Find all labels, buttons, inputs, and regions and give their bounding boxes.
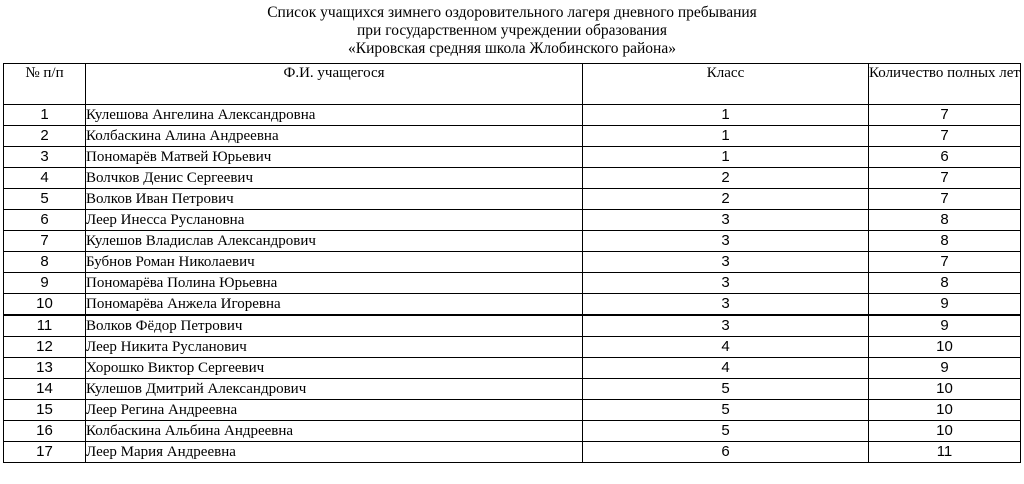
student-age: 9 (869, 294, 1021, 316)
row-number: 5 (4, 189, 86, 210)
student-name: Колбаскина Алина Андреевна (86, 126, 583, 147)
student-name: Волков Иван Петрович (86, 189, 583, 210)
student-age: 7 (869, 252, 1021, 273)
student-age: 10 (869, 379, 1021, 400)
student-name: Пономарёва Анжела Игоревна (86, 294, 583, 316)
student-name: Бубнов Роман Николаевич (86, 252, 583, 273)
student-age: 10 (869, 400, 1021, 421)
student-name: Кулешова Ангелина Александровна (86, 105, 583, 126)
header-age: Количество полных лет (869, 64, 1021, 105)
table-row (4, 337, 1021, 358)
row-number: 14 (4, 379, 86, 400)
student-age: 8 (869, 231, 1021, 252)
header-name: Ф.И. учащегося (86, 64, 583, 105)
student-class: 5 (583, 379, 869, 400)
student-class: 4 (583, 358, 869, 379)
table-row (4, 147, 1021, 168)
student-class: 3 (583, 210, 869, 231)
student-name: Кулешов Дмитрий Александрович (86, 379, 583, 400)
header-class: Класс (583, 64, 869, 105)
student-age: 7 (869, 189, 1021, 210)
student-class: 3 (583, 231, 869, 252)
row-number: 11 (4, 315, 86, 337)
student-class: 1 (583, 126, 869, 147)
student-name: Леер Мария Андреевна (86, 442, 583, 463)
header-num: № п/п (4, 64, 86, 105)
student-name: Пономарёва Полина Юрьевна (86, 273, 583, 294)
student-class: 3 (583, 315, 869, 337)
table-row (4, 358, 1021, 379)
student-class: 6 (583, 442, 869, 463)
row-number: 9 (4, 273, 86, 294)
student-class: 1 (583, 147, 869, 168)
row-number: 13 (4, 358, 86, 379)
table-row (4, 442, 1021, 463)
row-number: 4 (4, 168, 86, 189)
student-name: Кулешов Владислав Александрович (86, 231, 583, 252)
document-title (0, 4, 1024, 58)
table-row (4, 400, 1021, 421)
student-name: Хорошко Виктор Сергеевич (86, 358, 583, 379)
table-row (4, 421, 1021, 442)
student-class: 3 (583, 294, 869, 316)
student-class: 2 (583, 189, 869, 210)
table-row (4, 252, 1021, 273)
row-number: 12 (4, 337, 86, 358)
student-age: 7 (869, 126, 1021, 147)
student-name: Пономарёв Матвей Юрьевич (86, 147, 583, 168)
row-number: 3 (4, 147, 86, 168)
row-number: 2 (4, 126, 86, 147)
table-row (4, 294, 1021, 316)
student-class: 2 (583, 168, 869, 189)
table-header-row (4, 64, 1021, 105)
student-age: 8 (869, 210, 1021, 231)
table-row (4, 315, 1021, 337)
student-age: 10 (869, 421, 1021, 442)
student-name: Волчков Денис Сергеевич (86, 168, 583, 189)
student-age: 9 (869, 358, 1021, 379)
student-name: Колбаскина Альбина Андреевна (86, 421, 583, 442)
row-number: 15 (4, 400, 86, 421)
student-age: 9 (869, 315, 1021, 337)
table-row (4, 231, 1021, 252)
student-age: 6 (869, 147, 1021, 168)
row-number: 8 (4, 252, 86, 273)
row-number: 1 (4, 105, 86, 126)
table-row (4, 189, 1021, 210)
table-row (4, 379, 1021, 400)
row-number: 17 (4, 442, 86, 463)
table-row (4, 105, 1021, 126)
table-row (4, 273, 1021, 294)
student-name: Леер Регина Андреевна (86, 400, 583, 421)
row-number: 10 (4, 294, 86, 316)
student-age: 8 (869, 273, 1021, 294)
title-line-1: Список учащихся зимнего оздоровительного лагеря дневного пребывания (267, 4, 757, 21)
table-row (4, 210, 1021, 231)
student-age: 7 (869, 105, 1021, 126)
student-age: 11 (869, 442, 1021, 463)
student-age: 10 (869, 337, 1021, 358)
row-number: 7 (4, 231, 86, 252)
student-name: Леер Инесса Руслановна (86, 210, 583, 231)
student-class: 3 (583, 273, 869, 294)
student-name: Волков Фёдор Петрович (86, 315, 583, 337)
table-row (4, 168, 1021, 189)
title-line-3: «Кировская средняя школа Жлобинского района» (348, 40, 676, 57)
row-number: 6 (4, 210, 86, 231)
student-table (3, 63, 1021, 463)
student-class: 4 (583, 337, 869, 358)
student-name: Леер Никита Русланович (86, 337, 583, 358)
row-number: 16 (4, 421, 86, 442)
student-class: 1 (583, 105, 869, 126)
student-class: 3 (583, 252, 869, 273)
title-line-2: при государственном учреждении образования (357, 22, 667, 39)
student-class: 5 (583, 400, 869, 421)
student-age: 7 (869, 168, 1021, 189)
student-class: 5 (583, 421, 869, 442)
table-row (4, 126, 1021, 147)
